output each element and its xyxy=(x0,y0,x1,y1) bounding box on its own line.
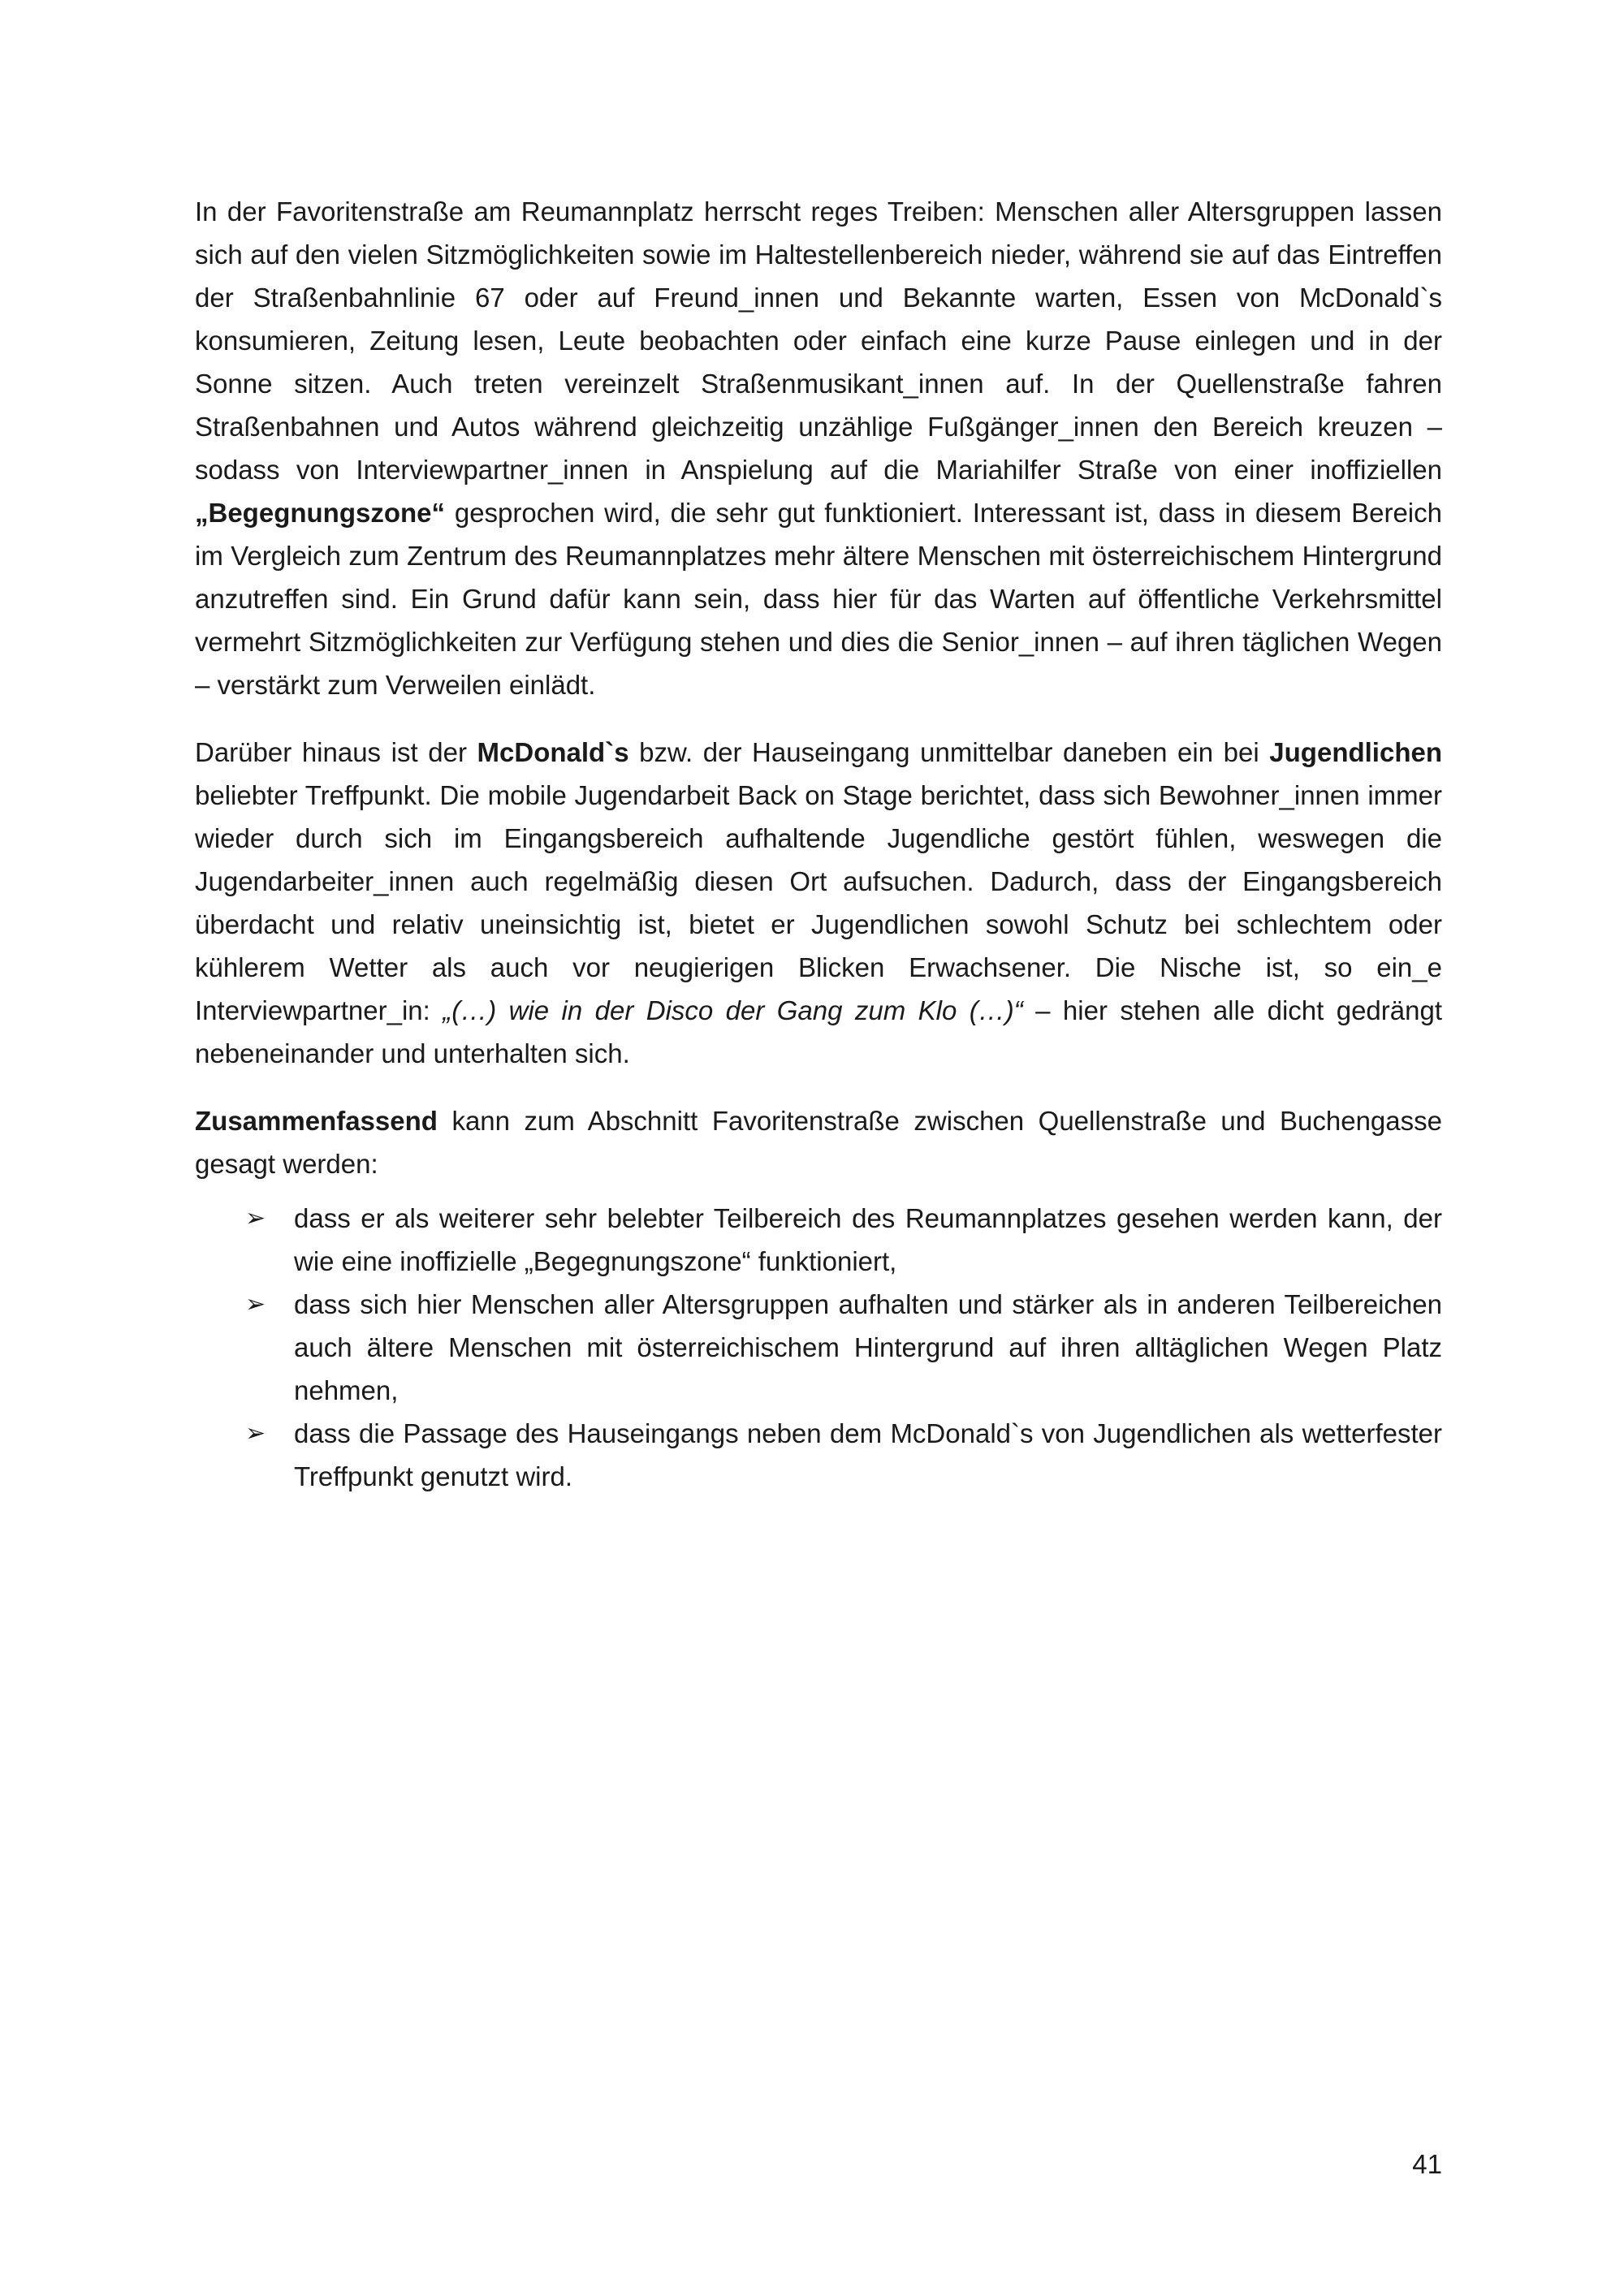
list-item xyxy=(195,1412,1442,1498)
list-item-text: dass die Passage des Hauseingangs neben dem McDonald`s von Jugendlichen als wetterfester Treffpunkt genutzt wird. xyxy=(294,1418,1442,1491)
paragraph-text: Darüber hinaus ist der xyxy=(195,737,477,767)
page-number: 41 xyxy=(1412,2149,1442,2179)
summary-bullet-list xyxy=(195,1197,1442,1498)
arrow-bullet-icon: ➢ xyxy=(245,1420,266,1447)
arrow-bullet-icon: ➢ xyxy=(245,1205,266,1232)
paragraph-text: – hier stehen alle dicht gedrängt nebeneinander und unterhalten sich. xyxy=(195,995,1443,1068)
paragraph-text: kann zum Abschnitt Favoritenstraße zwischen Quellenstraße und Buchengasse gesagt werden: xyxy=(195,1106,1442,1179)
bold-term-jugendlichen: Jugendlichen xyxy=(1269,737,1442,767)
paragraph-text: gesprochen wird, die sehr gut funktioniert. Interessant ist, dass in diesem Bereich im Vergleich zum Zentrum des Reumannplatzes mehr ältere Menschen mit österreichischem Hintergrund anzutreffen sind. Ein Grund dafür kann sein, dass hier für das Warten auf öffentliche Verkehrsmittel vermehrt Sitzmöglichkeiten zur Verfügung stehen und dies die Senior_innen – auf ihren täglichen Wegen – verstärkt zum Verweilen einlädt. xyxy=(195,498,1442,700)
paragraph-summary-intro xyxy=(195,1099,1442,1185)
bold-term-begegnungszone: „Begegnungszone“ xyxy=(195,498,446,528)
paragraph-favoritenstrasse xyxy=(195,190,1442,706)
page-content xyxy=(195,190,1442,1498)
list-item xyxy=(195,1197,1442,1283)
arrow-bullet-icon: ➢ xyxy=(245,1291,266,1318)
paragraph-text: bzw. der Hauseingang unmittelbar daneben ein bei xyxy=(628,737,1270,767)
bold-term-zusammenfassend: Zusammenfassend xyxy=(195,1106,438,1136)
bold-term-mcdonalds: McDonald`s xyxy=(477,737,629,767)
interview-quote: „(…) wie in der Disco der Gang zum Klo (…)“ xyxy=(443,995,1023,1025)
list-item xyxy=(195,1283,1442,1412)
paragraph-text: beliebter Treffpunkt. Die mobile Jugendarbeit Back on Stage berichtet, dass sich Bewohner_innen immer wieder durch sich im Eingangsbereich aufhaltende Jugendliche gestört fühlen, weswegen die Jugendarbeiter_innen auch regelmäßig diesen Ort aufsuchen. Dadurch, dass der Eingangsbereich überdacht und relativ uneinsichtig ist, bietet er Jugendlichen sowohl Schutz bei schlechtem oder kühlerem Wetter als auch vor neugierigen Blicken Erwachsener. Die Nische ist, so ein_e Interviewpartner_in: xyxy=(195,780,1442,1025)
list-item-text: dass sich hier Menschen aller Altersgruppen aufhalten und stärker als in anderen Teilbereichen auch ältere Menschen mit österreichischem Hintergrund auf ihren alltäglichen Wegen Platz nehmen, xyxy=(294,1289,1442,1405)
paragraph-text: In der Favoritenstraße am Reumannplatz herrscht reges Treiben: Menschen aller Altersgruppen lassen sich auf den vielen Sitzmöglichkeiten sowie im Haltestellenbereich nieder, während sie auf das Eintreffen der Straßenbahnlinie 67 oder auf Freund_innen und Bekannte warten, Essen von McDonald`s konsumieren, Zeitung lesen, Leute beobachten oder einfach eine kurze Pause einlegen und in der Sonne sitzen. Auch treten vereinzelt Straßenmusikant_innen auf. In der Quellenstraße fahren Straßenbahnen und Autos während gleichzeitig unzählige Fußgänger_innen den Bereich kreuzen – sodass von Interviewpartner_innen in Anspielung auf die Mariahilfer Straße von einer inoffiziellen xyxy=(195,196,1442,485)
paragraph-mcdonalds xyxy=(195,731,1442,1075)
list-item-text: dass er als weiterer sehr belebter Teilbereich des Reumannplatzes gesehen werden kann, der wie eine inoffizielle „Begegnungszone“ funktioniert, xyxy=(294,1203,1442,1276)
